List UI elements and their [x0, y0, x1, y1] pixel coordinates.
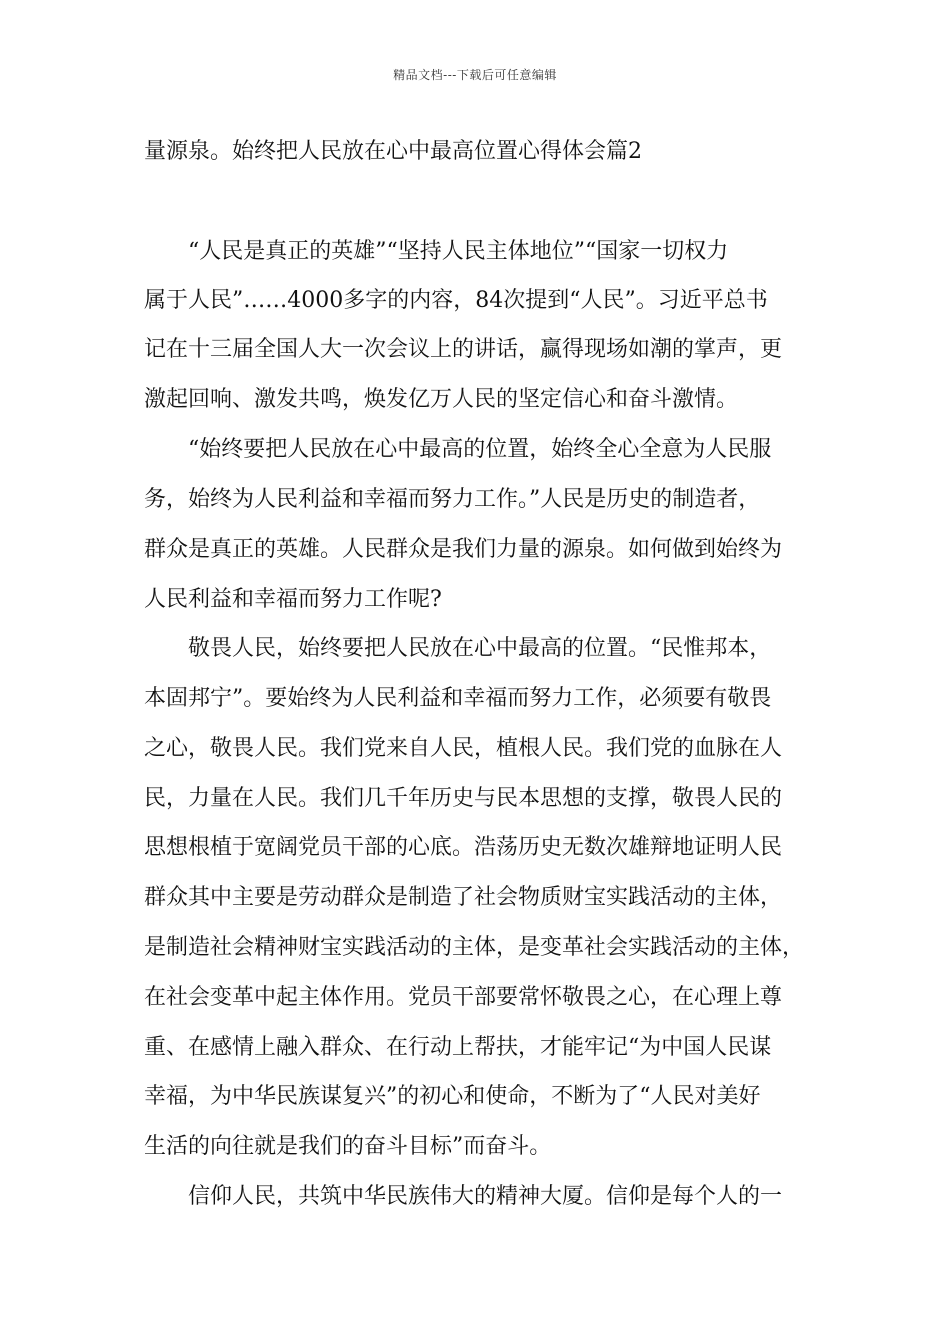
text-line: 敬畏人民，始终要把人民放在心中最高的位置。“民惟邦本，	[188, 636, 772, 661]
text-line: 重、在感情上融入群众、在行动上帮扶，才能牢记“为中国人民谋	[144, 1035, 772, 1060]
text-line: 在社会变革中起主体作用。党员干部要常怀敬畏之心，在心理上尊	[144, 985, 783, 1010]
text-line: 群众其中主要是劳动群众是制造了社会物质财宝实践活动的主体，	[144, 885, 783, 910]
text-line: 属于人民”……4000多字的内容，84次提到“人民”。习近平总书	[144, 288, 768, 313]
text-line: 是制造社会精神财宝实践活动的主体，是变革社会实践活动的主体，	[144, 935, 805, 960]
text-line: 生活的向往就是我们的奋斗目标”而奋斗。	[144, 1134, 552, 1159]
text-line: 民，力量在人民。我们几千年历史与民本思想的支撑，敬畏人民的	[144, 786, 783, 811]
page-header: 精品文档---下载后可任意编辑	[393, 68, 557, 82]
text-line: “始终要把人民放在心中最高的位置，始终全心全意为人民服	[188, 437, 772, 462]
text-line: 思想根植于宽阔党员干部的心底。浩荡历史无数次雄辩地证明人民	[144, 835, 783, 860]
text-line: 群众是真正的英雄。人民群众是我们力量的源泉。如何做到始终为	[144, 537, 783, 562]
text-line: 幸福，为中华民族谋复兴”的初心和使命，不断为了“人民对美好	[144, 1084, 761, 1109]
text-line: 记在十三届全国人大一次会议上的讲话，赢得现场如潮的掌声，更	[144, 337, 783, 362]
text-line: 量源泉。始终把人民放在心中最高位置心得体会篇2	[144, 139, 642, 164]
text-line: 务，始终为人民利益和幸福而努力工作。”人民是历史的制造者，	[144, 487, 761, 512]
text-line: 激起回响、激发共鸣，焕发亿万人民的坚定信心和奋斗激情。	[144, 387, 739, 412]
text-line: 信仰人民，共筑中华民族伟大的精神大厦。信仰是每个人的一	[188, 1184, 783, 1209]
text-line: 之心，敬畏人民。我们党来自人民，植根人民。我们党的血脉在人	[144, 736, 783, 761]
text-line: 人民利益和幸福而努力工作呢?	[144, 587, 442, 612]
text-line: “人民是真正的英雄”“坚持人民主体地位”“国家一切权力	[188, 239, 729, 264]
text-line: 本固邦宁”。要始终为人民利益和幸福而努力工作，必须要有敬畏	[144, 686, 772, 711]
